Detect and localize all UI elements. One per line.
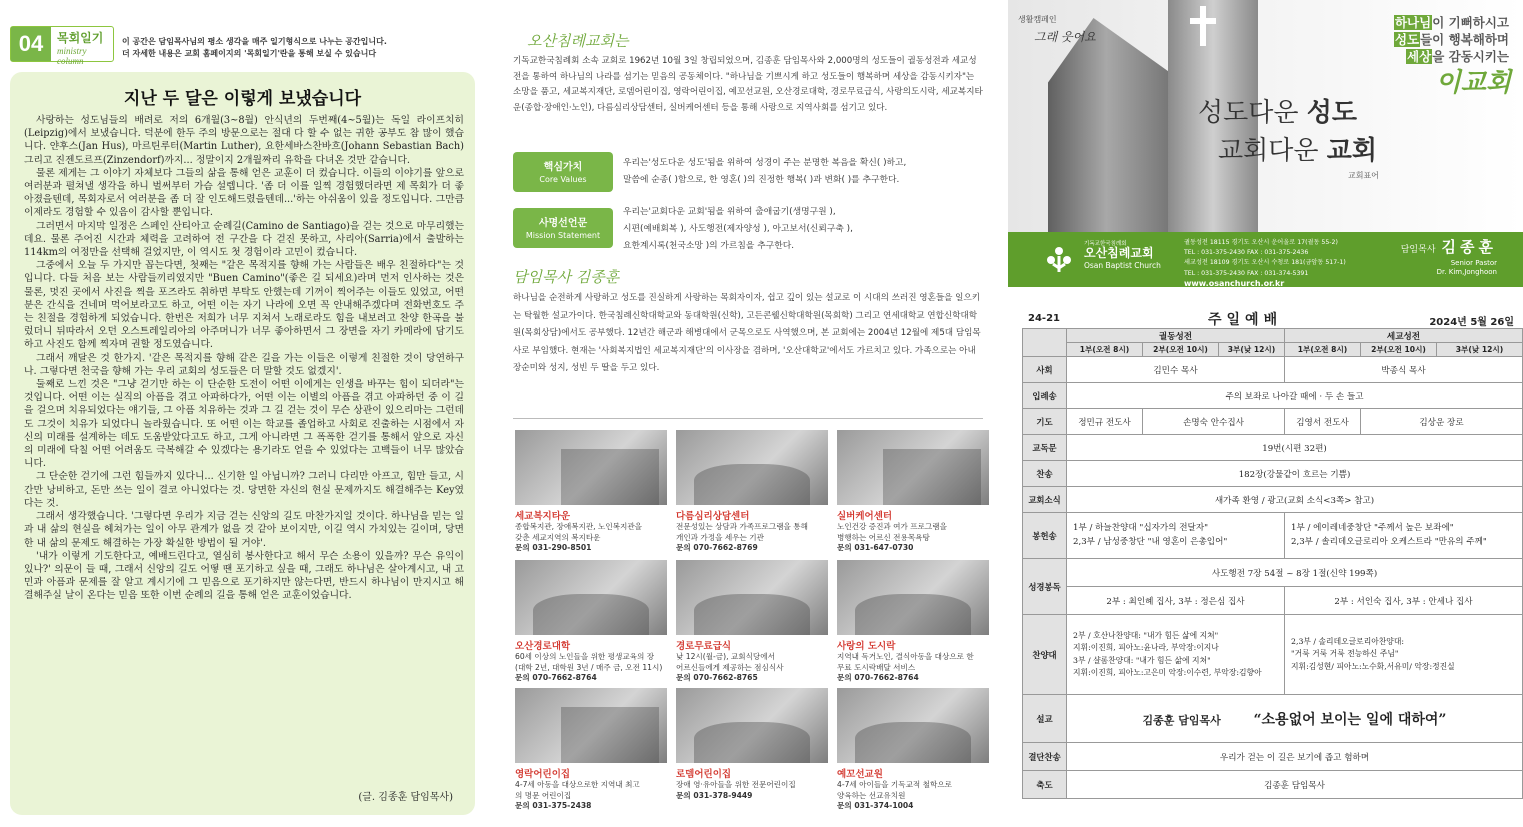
- row-value: 2부 : 최인혜 집사, 3부 : 정은심 집사: [1067, 587, 1285, 615]
- row-label: 봉헌송: [1023, 513, 1067, 559]
- ministry-desc: 갖춘 세교지역의 복지타운: [515, 532, 601, 542]
- choir-line: "거룩 거룩 거룩 전능하신 주님": [1291, 649, 1399, 659]
- core-values-box: [513, 152, 613, 192]
- cross-icon: [1190, 18, 1216, 24]
- row-label: 축도: [1023, 771, 1067, 799]
- row-label: 교독문: [1023, 435, 1067, 461]
- choir-line: 2부 / 호산나찬양대: "내가 힘든 삶에 지쳐": [1073, 630, 1219, 640]
- choir-line: 지휘:김성현/ 피아노:노수화,서유미/ 악장:정진실: [1291, 661, 1455, 671]
- vision-slogan: [1394, 14, 1509, 65]
- row-value: 19번(시편 32편): [1067, 435, 1523, 461]
- table-row: [1023, 461, 1523, 487]
- row-label: 결단찬송: [1023, 743, 1067, 771]
- ministry-photo: [676, 430, 828, 505]
- column-desc-line1: 이 공간은 담임목사님의 평소 생각을 매주 일기형식으로 나누는 공간입니다.: [122, 37, 387, 46]
- ministry-phone: 문의 070-7662-8769: [676, 543, 758, 552]
- ministry-card: [515, 688, 667, 812]
- ministry-desc: 개인과 가정을 세우는 기관: [676, 532, 764, 542]
- slogan-text: 이 기뻐하시고: [1432, 15, 1509, 30]
- row-value: 주의 보좌로 나아갈 때에 · 두 손 들고: [1067, 383, 1523, 409]
- ministry-card: [676, 430, 828, 554]
- mission-label: 사명선언문: [538, 218, 588, 229]
- ministry-desc: 노인건강 증진과 여가 프로그램을: [837, 522, 947, 531]
- pastor-info: [1401, 236, 1497, 277]
- ministry-photo: [676, 688, 828, 763]
- row-value: 2부 : 서인숙 집사, 3부 : 안세나 집사: [1285, 587, 1523, 615]
- cover-banner: [1008, 0, 1523, 287]
- ministry-desc: 4-7세 아동을 대상으로한 지역내 최고: [515, 780, 640, 789]
- table-row: [1023, 409, 1523, 435]
- article-box: [10, 72, 475, 815]
- address-line: 궐동성전 18115 경기도 오산시 운어울로 17(궐동 55-2): [1184, 239, 1338, 246]
- ministry-column-panel: [0, 0, 478, 827]
- ministry-desc: 종합복지관, 장애복지관, 노인복지관을: [515, 522, 643, 531]
- service-header: 1부(오전 8시): [1285, 343, 1361, 357]
- ministry-phone: 문의 070-7662-8765: [676, 673, 758, 682]
- pastor-name-en: Dr. Kim,Jonghoon: [1436, 268, 1497, 276]
- offering-song: 1부 / 하늘찬양대 "십자가의 전달자": [1073, 523, 1209, 534]
- ministry-phone: 문의 070-7662-8764: [837, 673, 919, 682]
- ministry-desc: 양육하는 선교유치원: [837, 790, 906, 800]
- row-value: 김민수 목사: [1067, 357, 1285, 383]
- denomination-label: 기독교한국침례회: [1084, 241, 1127, 247]
- row-label: 찬송: [1023, 461, 1067, 487]
- core-values-text: [623, 155, 983, 189]
- offering-song: 2,3부 / 솔리데오글로리아 오케스트라 "만유의 주께": [1291, 536, 1487, 547]
- bulletin-cover-panel: [1008, 0, 1523, 827]
- ministry-desc: 의 명문 어린이집: [515, 790, 572, 800]
- divider: [513, 418, 983, 419]
- row-value: 정민규 전도사: [1067, 409, 1143, 435]
- service-header: 2부(오전 10시): [1361, 343, 1437, 357]
- row-value: [1285, 615, 1523, 695]
- mission-text: [623, 204, 983, 255]
- choir-line: 지휘:이진희, 피아노:윤나라, 부악장:이지나: [1073, 643, 1219, 652]
- column-description: [122, 36, 387, 60]
- row-label: 기도: [1023, 409, 1067, 435]
- ministry-card: [676, 688, 828, 801]
- core-values-line1: 우리는'성도다운 성도'됨을 위하여 성경이 주는 분명한 복음을 확신( )하고,: [623, 158, 907, 168]
- row-value: 182장(강물같이 흐르는 기쁨): [1067, 461, 1523, 487]
- ministry-title: 실버케어센터: [837, 511, 893, 522]
- cross-icon: [1200, 6, 1206, 46]
- column-title: 목회일기: [57, 31, 104, 45]
- ministry-title: 영락어린이집: [515, 769, 571, 780]
- table-row: [1023, 513, 1523, 559]
- church-name: 오산침례교회: [1084, 246, 1154, 260]
- ministry-phone: 문의 031-375-2438: [515, 801, 592, 810]
- ministry-desc: 장애 영·유아들을 위한 전문어린이집: [676, 780, 796, 789]
- sermon-title: “소용없어 보이는 일에 대하여”: [1253, 711, 1447, 728]
- service-header: 1부(오전 8시): [1067, 343, 1143, 357]
- row-value: 우리가 걷는 이 길은 보기에 좁고 험하며: [1067, 743, 1523, 771]
- worship-title: 주일예배: [1208, 312, 1283, 328]
- ministry-photo: [837, 688, 989, 763]
- article-body: [24, 114, 464, 603]
- motto-label: 교회표어: [1348, 171, 1379, 180]
- slogan-keyword: 하나님: [1394, 15, 1432, 30]
- ministry-desc: 낮 12시(월-금), 교회식당에서: [676, 652, 775, 661]
- column-desc-line2: 더 자세한 내용은 교회 홈페이지의 '목회일기'란을 통해 보실 수 있습니다: [122, 49, 377, 58]
- pastor-bio: 하나님을 순전하게 사랑하고 성도를 진실하게 사랑하는 목회자이자, 쉽고 깊이 있는 설교로 이 시대의 쓰러진 영혼들을 일으키는 탁월한 설교가이다. 한국침례신학대학교와 동대학원(신학), 고든콘웰신학대학원(목회학) 그리고 연세대학교 연합신학대학원(목회상담)에서도 공부했다. 12년간 해군과 해병대에서 군목으로도 사역했으며, 본 교회에는 2004년 12월에 제5대 담임목사로 부임했다. 현재는 '사회복지법인 세교복지재단'의 이사장을 겸하며, '오산대학교'에서도 가르치고 있다. 가족으로는 아내 장순미와 성지, 성빈 두 딸을 두고 있다.: [513, 293, 981, 373]
- ministry-desc: 전문성있는 상담과 가족프로그램을 통해: [676, 522, 808, 531]
- ministry-title: 로뎀어린이집: [676, 769, 732, 780]
- mission-line2: 시편(예배회복 ), 사도행전(제자양성 ), 아고보서(신뢰구축 ),: [623, 224, 853, 234]
- offering-song: 2,3부 / 남성중창단 "내 영혼이 은총입어": [1073, 536, 1228, 547]
- service-header: 3부(낮 12시): [1219, 343, 1285, 357]
- column-header: [10, 26, 470, 66]
- ministry-card: [676, 560, 828, 684]
- slogan-text: 들이 행복해하며: [1420, 32, 1509, 47]
- ministry-desc: 무료 도시락배달 서비스: [837, 662, 916, 672]
- ministry-card: [515, 560, 667, 684]
- row-label: 찬양대: [1023, 615, 1067, 695]
- intro-heading: 오산침례교회는: [527, 32, 629, 50]
- row-value: [1285, 513, 1523, 559]
- article-title: 지난 두 달은 이렇게 보냈습니다: [123, 89, 362, 109]
- offering-song: 1부 / 에이레네중창단 "주께서 높은 보좌에": [1291, 523, 1454, 534]
- core-values-line2: 말씀에 순종( )함으로, 한 영혼( )의 진정한 행복( )과 변화( )를 추구한다.: [623, 175, 900, 185]
- campaign-calligraphy: 그래 웃어요: [1034, 30, 1096, 44]
- row-value: 박종식 목사: [1285, 357, 1523, 383]
- address-line: 세교성전 18109 경기도 오산시 수청로 181(금암동 517-1): [1184, 259, 1346, 267]
- row-label: 교회소식: [1023, 487, 1067, 513]
- row-label: 입례송: [1023, 383, 1067, 409]
- ministry-phone: 문의 070-7662-8764: [515, 673, 597, 682]
- ministry-photo: [515, 430, 667, 505]
- table-row: [1023, 587, 1523, 615]
- ministry-title: 다름심리상담센터: [676, 511, 750, 522]
- article-paragraph: 그중에서 오늘 두 가지만 꼽는다면, 첫째는 "같은 목적지를 향해 가는 사람들은 배우 친절하다"는 것입니다. 다들 처음 보는 사람들끼리였지만 "Buen Camino"(좋은 길 되세요)라며 먼저 인사하는 것은 물론, 멋진 곳에서 사진을 찍을 포즈라도 취하면 부탁도 안했는데 기꺼이 찍어주는 이들도 있었고, 어떤 분은 간식을 건네며 먹어보라고도 하고, 어떤 이는 자기 나라에 오면 꼭 안내해주겠다며 전화번호도 주는 친절을 경험하게 되었습니다. 한번은 저희가 너무 지쳐서 노래로라도 힘을 내보려고 찬양 한곡을 불렀더니 뒤따라서 오던 오스트레일리아의 아주머니가 너무 좋아하면서 그 장면을 자기 카메라에 담기도 하고 사진도 함께 찍자며 권할 정도였습니다.: [24, 260, 464, 351]
- choir-line: 지휘:이진희, 피아노:고은미 악장:이수련, 부악장:김향아: [1073, 668, 1262, 677]
- row-value: 사도행전 7장 54절 ~ 8장 1절(신약 199쪽): [1067, 559, 1523, 587]
- row-label: 성경봉독: [1023, 559, 1067, 615]
- mission-line1: 우리는'교회다운 교회'됨을 위하여 출애굽기(생명구원 ),: [623, 207, 836, 217]
- row-value: 김영서 전도사: [1285, 409, 1361, 435]
- column-subtitle: ministry column: [57, 46, 87, 66]
- motto-keyword: 교회: [1326, 136, 1377, 166]
- mission-label-en: Mission Statement: [525, 231, 601, 240]
- choir-line: 3부 / 샬롬찬양대: "내가 힘든 삶에 지쳐": [1073, 655, 1211, 665]
- table-row: [1023, 695, 1523, 743]
- table-row: [1023, 435, 1523, 461]
- ministry-phone: 문의 031-647-0730: [837, 543, 914, 552]
- table-row: [1023, 615, 1523, 695]
- ministry-phone: 문의 031-378-9449: [676, 790, 753, 800]
- ministry-desc: (대학 2년, 대학원 3년 / 매주 금, 오전 11시): [515, 662, 663, 672]
- row-value: 김종훈 담임목사: [1067, 771, 1523, 799]
- pastor-title-en: Senior Pastor: [1450, 259, 1497, 267]
- ministry-photo: [515, 560, 667, 635]
- ministry-photo: [515, 688, 667, 763]
- campaign-label: 생활캠페인: [1018, 15, 1057, 24]
- article-paragraph: 둘째로 느낀 것은 "그냥 걷기만 하는 이 단순한 도전이 어떤 이에게는 인생을 바꾸는 힘이 되더라"는 것입니다. 어떤 이는 실직의 아픔을 겪고 아파하다가, 어떤 이는 이별의 아픔을 겪고 아파하던 중 이 길을 걸으며 치유되었다는 얘기들, 그 아픔 치유하는 것과 그 길 걷는 것이 무슨 상관이 있으리마는 그런데도 그것이 치유가 되었다니 놀라웠습니다. 또 어떤 이는 학교를 졸업하고 사회로 진출하는 시점에서 자신의 미래를 설계하는 데도 도움받았다고도 하고, 그게 아니라면 그 폭폭한 걷기를 통해서 앞으로 자신의 미래에 닥칠 어떤 어려움도 극복해갈 수 있겠다는 용기라도 얻을 수 있었다는 고백들이 너무 많았습니다.: [24, 379, 464, 470]
- mission-box: [513, 208, 613, 248]
- slogan-keyword: 세상: [1407, 49, 1432, 64]
- ministry-phone: 문의 031-374-1004: [837, 801, 914, 810]
- article-paragraph: 그러면서 마지막 일정은 스페인 산티아고 순례길(Camino de Santiago)을 걷는 것으로 마무리했는데요. 물론 주어진 시간과 체력을 고려하여 전 구간을 다 걷진 못하고, 사리아(Sarria)에서 출발하는 114km의 여정만을 선택해 걸었지만, 이 역시도 첫 경험이라 고민이 컸습니다.: [24, 220, 464, 259]
- choir-line: 2,3부 / 솔리데오글로리아찬양대:: [1291, 636, 1404, 646]
- ministry-desc: 4-7세 아이들을 기독교적 철학으로: [837, 780, 953, 789]
- article-paragraph: 그래서 생각했습니다. '그렇다면 우리가 지금 걷는 신앙의 길도 마찬가지일 것이다. 하나님을 믿는 일과 내 삶의 현실을 헤쳐가는 일이 아무 관계가 없을 것 같아 보이지만, 이길 역시 가치있는 길이며, 당면한 내 삶의 문제도 해결하는 가장 확실한 방법이 될 거야'.: [24, 511, 464, 549]
- table-corner: [1023, 329, 1067, 357]
- church-logo-icon: [1044, 244, 1074, 274]
- article-paragraph: 그 단순한 걷기에 그런 힘들까지 있다니... 신기한 일 아닙니까? 그러니 다리만 아프고, 힘만 들고, 시간만 낭비하고, 돈만 쓰는 일이 결코 아니었다는 것. 당면한 자신의 현실 문제까지도 해결해주는 Key였다는 것.: [24, 471, 464, 509]
- ministry-title: 경로무료급식: [676, 641, 732, 652]
- motto-text: 성도다운: [1198, 98, 1307, 128]
- preacher: 김종훈 담임목사: [1142, 713, 1221, 727]
- row-value: 김상운 장로: [1361, 409, 1523, 435]
- church-name-en: Osan Baptist Church: [1084, 261, 1161, 270]
- pastor-heading: 담임목사 김종훈: [513, 268, 620, 286]
- worship-date: 2024년 5월 26일: [1429, 317, 1514, 328]
- ministry-title: 사랑의 도시락: [837, 641, 896, 652]
- church-intro-panel: [513, 0, 983, 827]
- pastor-name: 김종훈: [1441, 238, 1497, 256]
- ministry-desc: 병행하는 어르신 전용목욕탕: [837, 532, 930, 542]
- campus-header: 세교성전: [1285, 329, 1523, 343]
- campus-header: 궐동성전: [1067, 329, 1285, 343]
- ministry-title: 세교복지타운: [515, 511, 571, 522]
- ministry-photo: [676, 560, 828, 635]
- ministry-card: [837, 688, 989, 812]
- service-header: 3부(낮 12시): [1437, 343, 1523, 357]
- row-label: 설교: [1023, 695, 1067, 743]
- ministry-card: [515, 430, 667, 554]
- ministry-desc: 지역내 독거노인, 결식아동을 대상으로 한: [837, 652, 974, 661]
- table-row: [1023, 487, 1523, 513]
- mission-line3: 요한계시록(천국소망 )의 가르침을 추구한다.: [623, 241, 795, 251]
- ministry-phone: 문의 031-290-8501: [515, 543, 592, 552]
- table-row: [1023, 383, 1523, 409]
- motto-text: 교회다운: [1218, 136, 1327, 166]
- article-paragraph: '내가 이렇게 기도한다고, 예배드린다고, 열심히 봉사한다고 해서 무슨 소용이 있을까? 무슨 유익이 있나?' 의문이 들 때, 그래서 신앙의 길도 어떻 땐 포기하고 싶을 때, 그래도 하나님은 살아계시고, 내 고민과 아픔과 문제를 잘 알고 계시기에 그 믿음으로 포기하지만 않는다면, 반드시 하나님이 만지시고 해결해주실 날이 온다는 믿음 또한 이번 순례의 길을 통해 얻은 교훈이었습니다.: [24, 550, 464, 602]
- ministry-photo: [837, 560, 989, 635]
- church-building-image: [1048, 18, 1178, 233]
- table-row: [1023, 559, 1523, 587]
- church-address: [1184, 238, 1346, 287]
- table-row: [1023, 357, 1523, 383]
- bulletin-number: 24-21: [1028, 313, 1060, 324]
- service-header: 2부(오전 10시): [1143, 343, 1219, 357]
- ministry-title: 오산경로대학: [515, 641, 571, 652]
- address-line: TEL : 031-375-2430 FAX : 031-374-5391: [1184, 269, 1309, 277]
- ministry-card: [837, 560, 989, 684]
- core-values-label-en: Core Values: [539, 175, 587, 184]
- worship-header: [1022, 309, 1522, 327]
- table-row: [1023, 743, 1523, 771]
- row-value: 새가족 환영 / 광고(교회 소식<3쪽> 참고): [1067, 487, 1523, 513]
- ministry-desc: 어르신들에게 제공하는 점심식사: [676, 662, 784, 672]
- church-motto: [1198, 94, 1377, 170]
- article-signature: (글. 김종훈 담임목사): [358, 792, 453, 803]
- article-paragraph: 물론 제게는 그 이야기 자체보다 그들의 삶을 통해 얻은 교훈이 더 컸습니다. 이들의 이야기를 앞으로 여러분과 펼쳐낼 생각을 하니 벌써부터 가슴 설렙니다. '좀 더 이를 일찍 경험했더라면 제 목회가 더 좋아졌을텐데, 목회자로서 여러분을 좀 더 잘 인도해드렸을텐데...'하는 아쉬움이 있을 정도입니다. 그만큼 이제라도 경험할 수 있음이 감사할 뿐입니다.: [24, 167, 464, 219]
- website-link[interactable]: www.osanchurch.or.kr: [1184, 278, 1285, 287]
- worship-order-table: [1022, 328, 1523, 799]
- ministry-card: [837, 430, 989, 554]
- core-values-label: 핵심가치: [543, 162, 583, 173]
- slogan-keyword: 성도: [1394, 32, 1420, 47]
- row-value: [1067, 513, 1285, 559]
- table-row: [1023, 771, 1523, 799]
- ministry-desc: 60세 이상의 노인들을 위한 평생교육의 장: [515, 652, 655, 661]
- motto-keyword: 성도: [1306, 98, 1357, 128]
- slogan-text: 을 감동시키는: [1432, 49, 1509, 64]
- row-label: 사회: [1023, 357, 1067, 383]
- row-value: 손명숙 안수집사: [1143, 409, 1285, 435]
- pastor-label: 담임목사: [1400, 245, 1436, 255]
- church-info-bar: [1008, 232, 1523, 287]
- ministry-title: 예꼬선교원: [837, 769, 883, 780]
- address-line: TEL : 031-375-2430 FAX : 031-375-2436: [1184, 249, 1309, 257]
- slogan-logo: 이교회: [1435, 68, 1511, 98]
- column-badge: [10, 26, 114, 66]
- ministry-photo: [837, 430, 989, 505]
- intro-text: 기독교한국침례회 소속 교회로 1962년 10월 3일 창립되었으며, 김종훈 담임목사와 2,000명의 성도들이 궐동성전과 세교성전을 통하여 하나님의 나라를 섬기는 믿음의 공동체이다. "하나님을 기쁘시게 하고 성도들이 행복하며 세상을 감동시키자"는 소망을 품고, 세교복지재단, 로뎀어린이집, 영락어린이집, 예꼬선교원, 오산경로대학, 경로무료급식, 사랑의도시락, 세교복지타운(종합·장애인·노인), 다름심리상담센터, 실버케어센터 등을 통해 사랑으로 지역사회를 섬기고 있다.: [513, 56, 983, 113]
- article-paragraph: 사랑하는 성도님들의 배려로 저의 6개월(3~8월) 안식년의 두번째(4~5월)는 독일 라이프치히(Leipzig)에서 보냈습니다. 덕분에 한두 주의 방문으로는 절대 다 할 수 없는 귀한 공부도 참 많이 했습니다. 얀후스(Jan Hus), 마르틴루터(Martin Luther), 요한세바스찬바흐(Johann Sebastian Bach) 그리고 진젠도르프(Zinzendorf)까지... 정말이지 2개월짜리 유학을 다녀온 것만 같습니다.: [24, 115, 464, 166]
- article-paragraph: 그래서 깨달은 것 한가지. '같은 목적지를 향해 같은 길을 가는 이들은 이렇게 친절한 것이 당연하구나. 그렇다면 천국을 향해 가는 우리 교회의 성도들은 더 말할 것도 없겠지'.: [24, 352, 464, 377]
- column-number: 04: [11, 27, 51, 61]
- row-value: [1067, 615, 1285, 695]
- row-value: [1067, 695, 1523, 743]
